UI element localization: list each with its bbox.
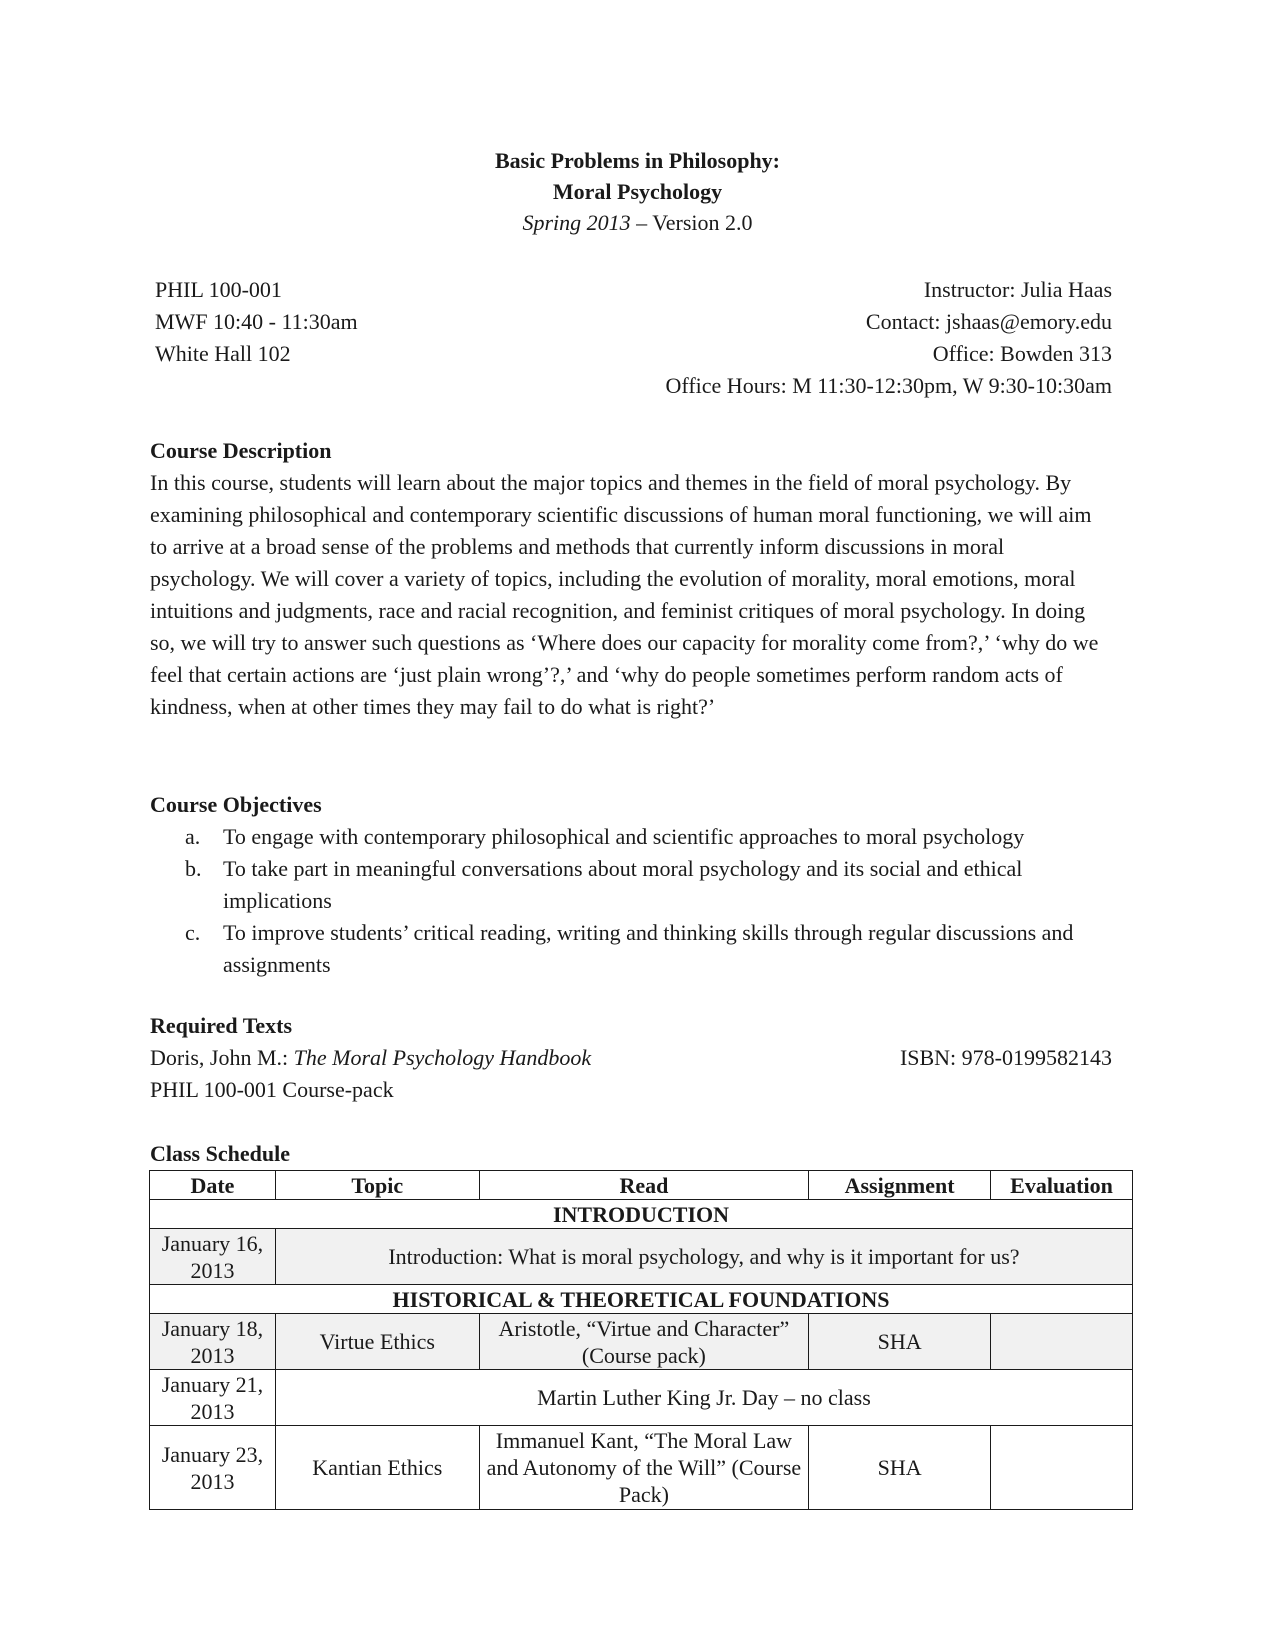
schedule-table bbox=[149, 1170, 1133, 1510]
class-room: White Hall 102 bbox=[155, 341, 291, 366]
course-objectives bbox=[150, 789, 1110, 981]
list-item bbox=[150, 917, 1110, 981]
list-marker: c. bbox=[185, 920, 201, 945]
topic-cell: Virtue Ethics bbox=[275, 1314, 479, 1370]
course-subtitle: Moral Psychology bbox=[552, 179, 723, 204]
course-description bbox=[150, 435, 1110, 723]
objectives-heading: Course Objectives bbox=[150, 792, 322, 817]
column-header-assignment: Assignment bbox=[809, 1171, 991, 1200]
book-isbn: ISBN: 978-0199582143 bbox=[899, 1045, 1112, 1070]
objective-text: To engage with contemporary philosophical and scientific approaches to moral psychology bbox=[223, 824, 1025, 849]
instructor: Instructor: Julia Haas bbox=[923, 277, 1112, 302]
list-marker: a. bbox=[185, 824, 201, 849]
assignment-cell: SHA bbox=[809, 1314, 991, 1370]
column-header-evaluation: Evaluation bbox=[991, 1171, 1133, 1200]
column-header-topic: Topic bbox=[275, 1171, 479, 1200]
schedule-heading-wrap bbox=[150, 1138, 1110, 1170]
read-cell: Aristotle, “Virtue and Character” (Course pack) bbox=[479, 1314, 809, 1370]
table-row bbox=[150, 1426, 1133, 1510]
term: Spring 2013 bbox=[522, 210, 631, 235]
course-info-right bbox=[666, 274, 1112, 402]
list-marker: b. bbox=[185, 856, 202, 881]
required-texts bbox=[150, 1010, 1110, 1106]
table-header-row bbox=[150, 1171, 1133, 1200]
holiday-cell: Martin Luther King Jr. Day – no class bbox=[275, 1370, 1132, 1426]
list-item bbox=[150, 821, 1110, 853]
office-hours: Office Hours: M 11:30-12:30pm, W 9:30-10:30am bbox=[665, 373, 1112, 398]
evaluation-cell bbox=[991, 1314, 1133, 1370]
office: Office: Bowden 313 bbox=[932, 341, 1112, 366]
date-cell: January 18, 2013 bbox=[150, 1314, 276, 1370]
table-row bbox=[150, 1285, 1133, 1314]
table-row bbox=[150, 1370, 1133, 1426]
column-header-read: Read bbox=[479, 1171, 809, 1200]
book-author: Doris, John M.: bbox=[150, 1045, 294, 1070]
title-block bbox=[0, 145, 1275, 238]
topic-cell: Kantian Ethics bbox=[275, 1426, 479, 1510]
evaluation-cell bbox=[991, 1426, 1133, 1510]
date-cell: January 23, 2013 bbox=[150, 1426, 276, 1510]
course-info-left bbox=[155, 274, 358, 370]
section-foundations: HISTORICAL & THEORETICAL FOUNDATIONS bbox=[150, 1285, 1133, 1314]
book-row bbox=[150, 1042, 1110, 1074]
description-heading: Course Description bbox=[150, 438, 332, 463]
book-title: The Moral Psychology Handbook bbox=[293, 1045, 592, 1070]
table-row bbox=[150, 1200, 1133, 1229]
date-cell: January 16, 2013 bbox=[150, 1229, 276, 1285]
objective-text: To take part in meaningful conversations about moral psychology and its social and ethical implications bbox=[223, 856, 1023, 913]
objective-text: To improve students’ critical reading, writing and thinking skills through regular discussions and assignments bbox=[223, 920, 1074, 977]
list-item bbox=[150, 853, 1110, 917]
intro-cell: Introduction: What is moral psychology, and why is it important for us? bbox=[275, 1229, 1132, 1285]
column-header-date: Date bbox=[150, 1171, 276, 1200]
contact-email: Contact: jshaas@emory.edu bbox=[865, 309, 1112, 334]
version: – Version 2.0 bbox=[630, 210, 753, 235]
version-line bbox=[0, 207, 1275, 238]
schedule-heading: Class Schedule bbox=[150, 1141, 290, 1166]
date-cell: January 21, 2013 bbox=[150, 1370, 276, 1426]
read-cell: Immanuel Kant, “The Moral Law and Autonomy of the Will” (Course Pack) bbox=[479, 1426, 809, 1510]
table-row bbox=[150, 1314, 1133, 1370]
coursepack: PHIL 100-001 Course-pack bbox=[150, 1077, 394, 1102]
section-introduction: INTRODUCTION bbox=[150, 1200, 1133, 1229]
class-time: MWF 10:40 - 11:30am bbox=[155, 309, 358, 334]
course-code: PHIL 100-001 bbox=[155, 277, 282, 302]
texts-heading: Required Texts bbox=[150, 1013, 293, 1038]
table-row bbox=[150, 1229, 1133, 1285]
assignment-cell: SHA bbox=[809, 1426, 991, 1510]
objectives-list bbox=[150, 821, 1110, 981]
description-text: In this course, students will learn about the major topics and themes in the field of moral psychology. By examining philosophical and contemporary scientific discussions of human moral functioning, we will aim to arrive at a broad sense of the problems and methods that currently inform discussions in moral psychology. We will cover a variety of topics, including the evolution of morality, moral emotions, moral intuitions and judgments, race and racial recognition, and feminist critiques of moral psychology. In doing so, we will try to answer such questions as ‘Where does our capacity for morality come from?,’ ‘why do we feel that certain actions are ‘just plain wrong’?,’ and ‘why do people sometimes perform random acts of kindness, when at other times they may fail to do what is right?’ bbox=[150, 470, 1099, 719]
course-title: Basic Problems in Philosophy: bbox=[494, 148, 781, 173]
